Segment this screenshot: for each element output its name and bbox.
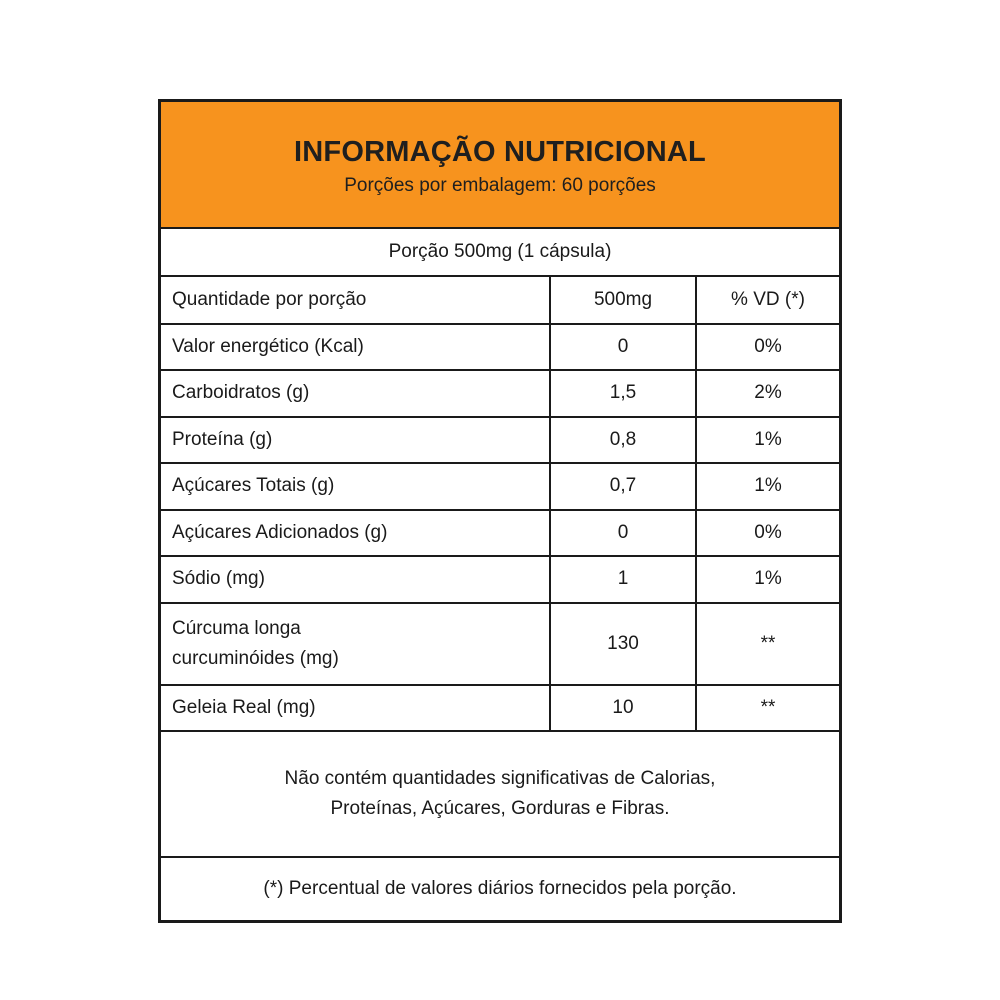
table-row xyxy=(161,370,839,417)
servings-per-package: Porções por embalagem: 60 porções xyxy=(344,175,656,196)
label-title: INFORMAÇÃO NUTRICIONAL xyxy=(294,136,706,168)
nutrition-table xyxy=(161,277,839,732)
nutrient-name-line1: Cúrcuma longa xyxy=(172,617,301,639)
nutrient-amount: 10 xyxy=(550,685,696,732)
nutrition-note xyxy=(161,732,839,858)
nutrient-amount: 0 xyxy=(550,510,696,557)
nutrient-dv: ** xyxy=(696,685,839,732)
note-line-2: Proteínas, Açúcares, Gorduras e Fibras. xyxy=(330,798,670,819)
table-row xyxy=(161,324,839,371)
nutrient-dv: 1% xyxy=(696,556,839,603)
nutrient-dv: 2% xyxy=(696,370,839,417)
nutrient-name: Açúcares Totais (g) xyxy=(161,463,550,510)
nutrient-amount: 0,8 xyxy=(550,417,696,464)
table-row xyxy=(161,463,839,510)
nutrient-name: Proteína (g) xyxy=(161,417,550,464)
nutrient-dv: 1% xyxy=(696,463,839,510)
nutrient-name-line2: curcuminóides (mg) xyxy=(172,647,339,669)
nutrient-amount: 1,5 xyxy=(550,370,696,417)
nutrition-label xyxy=(158,99,842,923)
nutrient-name: Geleia Real (mg) xyxy=(161,685,550,732)
table-row xyxy=(161,510,839,557)
header-daily-value: % VD (*) xyxy=(696,277,839,324)
portion-size xyxy=(161,229,839,277)
header-quantity: Quantidade por porção xyxy=(161,277,550,324)
nutrient-name: Valor energético (Kcal) xyxy=(161,324,550,371)
nutrient-amount: 0,7 xyxy=(550,463,696,510)
nutrient-dv: 0% xyxy=(696,510,839,557)
nutrient-name xyxy=(161,603,550,685)
note-line-1: Não contém quantidades significativas de Calorias, xyxy=(284,768,716,789)
nutrient-dv: 0% xyxy=(696,324,839,371)
nutrient-dv: 1% xyxy=(696,417,839,464)
table-row xyxy=(161,685,839,732)
table-row xyxy=(161,556,839,603)
label-header xyxy=(161,102,839,229)
header-amount: 500mg xyxy=(550,277,696,324)
portion-size-text: Porção 500mg (1 cápsula) xyxy=(388,241,612,262)
nutrient-amount: 130 xyxy=(550,603,696,685)
nutrient-name: Carboidratos (g) xyxy=(161,370,550,417)
table-row xyxy=(161,417,839,464)
nutrient-name: Açúcares Adicionados (g) xyxy=(161,510,550,557)
table-header-row xyxy=(161,277,839,324)
table-row xyxy=(161,603,839,685)
nutrient-name: Sódio (mg) xyxy=(161,556,550,603)
nutrient-amount: 0 xyxy=(550,324,696,371)
nutrient-dv: ** xyxy=(696,603,839,685)
nutrient-amount: 1 xyxy=(550,556,696,603)
daily-value-footnote xyxy=(161,858,839,920)
footnote-text: (*) Percentual de valores diários fornecidos pela porção. xyxy=(263,878,737,899)
